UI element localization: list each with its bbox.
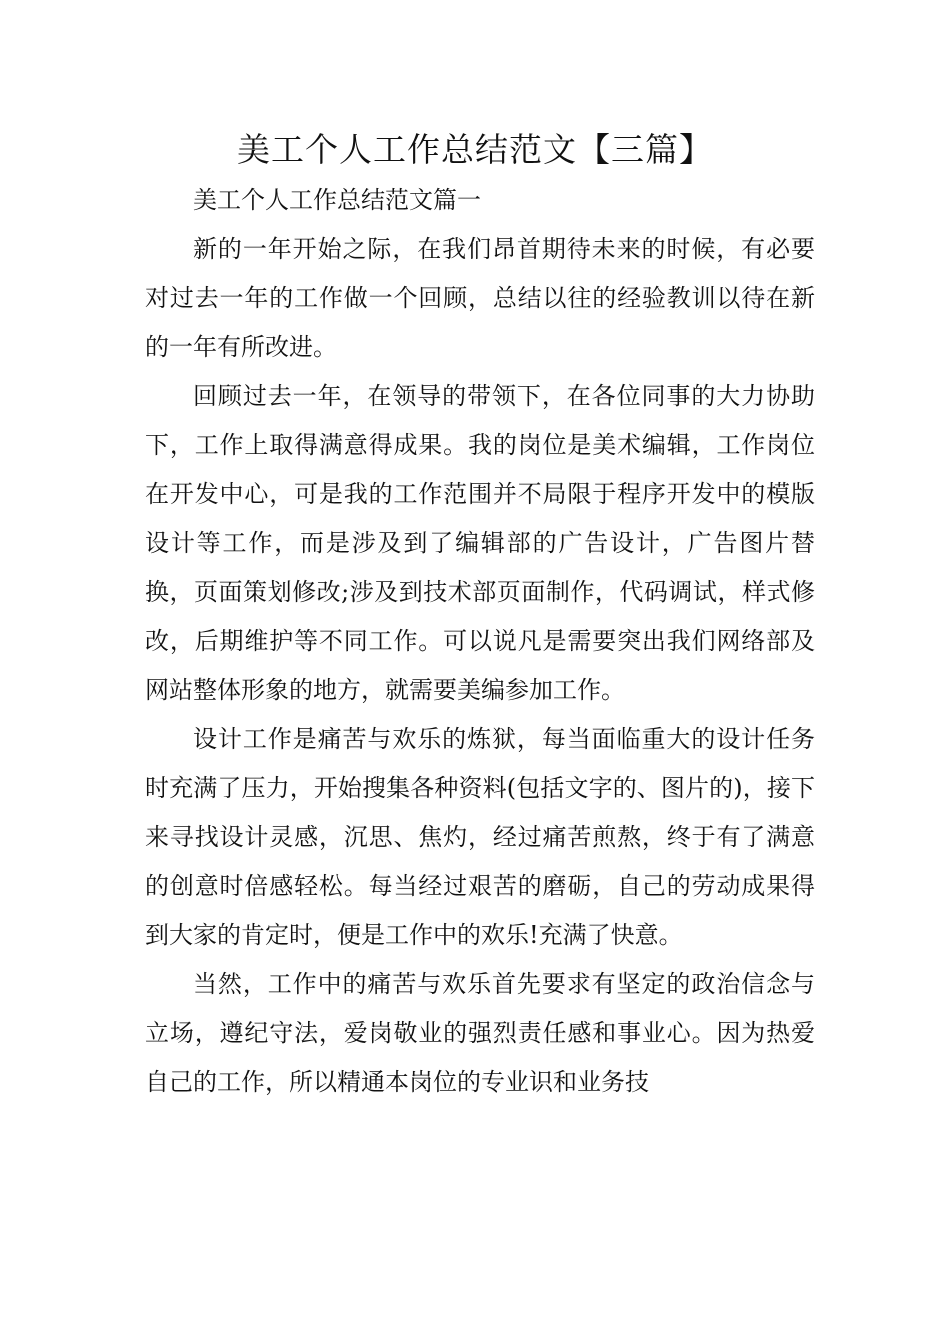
- paragraph-2: 回顾过去一年，在领导的带领下，在各位同事的大力协助下，工作上取得满意得成果。我的岗位是美术编辑，工作岗位在开发中心，可是我的工作范围并不局限于程序开发中的模版设计等工作，而是涉及到了编辑部的广告设计，广告图片替换，页面策划修改;涉及到技术部页面制作，代码调试，样式修改，后期维护等不同工作。可以说凡是需要突出我们网络部及网站整体形象的地方，就需要美编参加工作。: [145, 382, 815, 704]
- paragraph-3: 设计工作是痛苦与欢乐的炼狱，每当面临重大的设计任务时充满了压力，开始搜集各种资料(包括文字的、图片的)，接下来寻找设计灵感，沉思、焦灼，经过痛苦煎熬，终于有了满意的创意时倍感轻松。每当经过艰苦的磨砺，自己的劳动成果得到大家的肯定时，便是工作中的欢乐!充满了快意。: [145, 725, 815, 949]
- paragraph-4: 当然，工作中的痛苦与欢乐首先要求有坚定的政治信念与立场，遵纪守法，爱岗敬业的强烈责任感和事业心。因为热爱自己的工作，所以精通本岗位的专业识和业务技: [145, 970, 815, 1096]
- document-title: 美工个人工作总结范文【三篇】: [237, 130, 713, 169]
- section-heading: 美工个人工作总结范文篇一: [193, 186, 481, 214]
- paragraph-1: 新的一年开始之际，在我们昂首期待未来的时候，有必要对过去一年的工作做一个回顾，总结以往的经验教训以待在新的一年有所改进。: [145, 235, 815, 361]
- document-body: [145, 176, 815, 1107]
